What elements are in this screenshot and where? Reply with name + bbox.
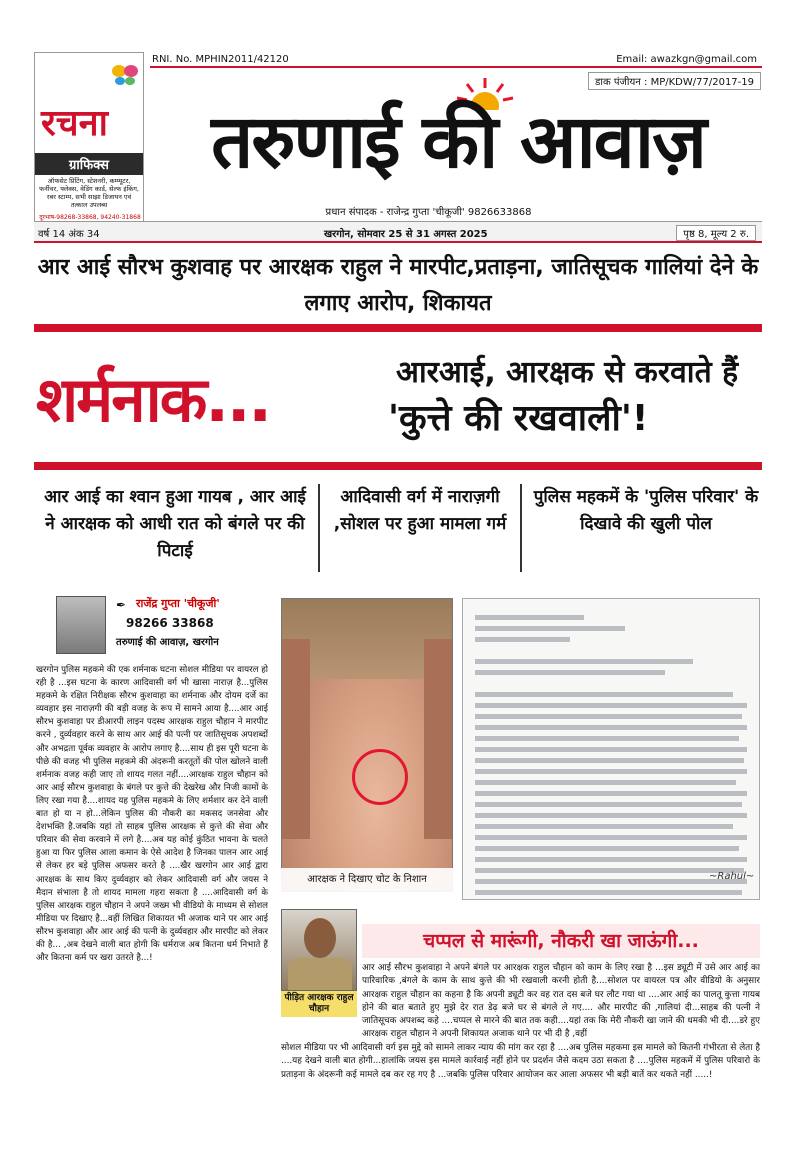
letter-text-line (475, 824, 733, 829)
signature: ~Rahul~ (709, 871, 755, 882)
rni-number: RNI. No. MPHIN2011/42120 (152, 54, 289, 65)
photo-caption: आरक्षक ने दिखाए चोट के निशान (281, 868, 453, 892)
subhead-1: आर आई का श्वान हुआ गायब , आर आई ने आरक्षक को आधी रात को बंगले पर की पिटाई (44, 487, 306, 561)
year-issue: वर्ष 14 अंक 34 (38, 229, 100, 240)
story-right-body-a: आर आई सौरभ कुशवाहा ने अपने बंगले पर आरक्षक राहुल चौहान को काम के लिए रखा है ...इस ड्यूटी में उसे आर आई का पारिवारिक ,बंगले के काम के साथ कुत्ते की भी रखवाली करनी होती है....सोशल पर वायरल पत्र और वीडियो के अनुसार आरक्षक राहुल चौहान का कहना है कि अपनी ड्यूटी कर वह रात दस बजे घर लौट गया था ....आर आई का पालतू कुत्ता गायब होने की बात बताते हुए मुझे देर रात डेढ़ बजे घर से बंगले ले गए.... और मारपीट की ,गालियां दी...साहब की पत्नी ने जातिसूचक अपशब्द कहे ....चप्पल से मारने की बात तक कही....यहां तक कि मेरी नौकरी खा जाने की धमकी भी दी....डरे हुए आरक्षक राहुल चौहान ने अपनी शिकायत अजाक थाने पर भी दी है ,वहीं (362, 963, 760, 1040)
page-price: पृष्ठ 8, मूल्य 2 रु. (676, 225, 756, 241)
headline-top: आर आई सौरभ कुशवाह पर आरक्षक राहुल ने मारपीट,प्रताड़ना, जातिसूचक गालियां देने के लगाए आरोप, शिकायत (37, 255, 759, 316)
headline-chappal: चप्पल से मारूंगी, नौकरी खा जाऊंगी... (362, 924, 760, 958)
letter-text-line (475, 758, 744, 763)
letter-text-line (475, 714, 742, 719)
issue-meta (34, 221, 762, 243)
letter-text-line (475, 890, 742, 895)
editor-line: प्रधान संपादक - राजेन्द्र गुप्ता 'चीकूजी' 9826633868 (325, 207, 532, 218)
injury-photo (281, 598, 453, 892)
story-left-body: खरगोन पुलिस महकमे की एक शर्मनाक घटना सोशल मीडिया पर वायरल हो रही है ...इस घटना के कारण आदिवासी वर्ग भी खासा नाराज़ है...पुलिस महकमे के रक्षित निरीक्षक सौरभ कुशवाहा का शर्मनाक और दोयम दर्जे का व्यवहार इस नाराज़गी की बड़ी वजह के रूप में सामने आया है....आर आई सौरभ कुशवाहा पर डीआरपी लाइन पदस्थ आरक्षक राहुल चौहान ने मारपीट करने , दुर्व्यवहार करने के साथ आर आई की पत्नी पर जातिसूचक अपशब्दों और अभद्रता पूर्वक व्यवहार के आरोप लगाए है....साथ ही इस पूरी घटना के पीछे की वजह भी पुलिस महकमे की अंदरूनी करतूतों की पोल खोलने वाली शर्मनाक वजह कही जाए तो शायद गलत नहीं....आरक्षक राहुल चौहान को आर आई सौरभ कुशवाहा के बंगले पर कुत्ते की देखरेख और निजी कामों के लिए रखा गया है....शायद यह पुलिस महकमे के लिए शर्मशार कर देने वाली बात हो या न हो...लेकिन पुलिस की नौकरी का मकसद जनसेवा और देशभक्ति है.जबकि यहां तो साहब पुलिस आरक्षक से कुत्ते की सेवा और परिवार की सेवा करवाने में लगे है....अब यह कोई कुंठित भावना के चलते हुआ या फिर पुलिस आला कमान के ऐसे आदेश है जिनका पालन आर आई से लेकर हर बड़े पुलिस अफसर करते है ....खैर खरगोन आर आई द्वारा आरक्षक के साथ किए दुर्व्यवहार को लेकर आदिवासी वर्ग और जयस ने मैदान संभाला है तो शायद मामला गहरा सकता है ....आदिवासी वर्ग के पुलिस आरक्षक राहुल चौहान ने अपने जख्म भी वीडियो के माध्यम से सोशल मीडिया पर दिखाए है...वहीं लिखित शिकायत भी अजाक थाने पर आर आई सौरभ कुशवाहा और आर आई की पत्नी के दुर्व्यवहार और मारपीट को लेकर की है... ,अब देखने वाली बात होगी कि धर्मराज अब कितना धर्म निभाते हैं और कितना कर्म पर खरा उतरते है...! (36, 665, 268, 964)
butterfly-icon (111, 63, 139, 87)
author-phone: 98266 33868 (126, 616, 214, 630)
injury-circle (352, 749, 408, 805)
banner-line2: 'कुत्ते की रखवाली'! (388, 398, 649, 439)
letter-text-line (475, 659, 693, 664)
letter-text-line (475, 736, 739, 741)
letter-text-line (475, 670, 665, 675)
subhead-3: पुलिस महकमें के 'पुलिस परिवार' के दिखावे की खुली पोल (533, 487, 759, 534)
letter-text-line (475, 846, 739, 851)
author-photo (56, 596, 106, 654)
letter-text-line (475, 725, 747, 730)
masthead-rule (150, 66, 762, 68)
letter-text-line (475, 857, 747, 862)
subhead-2: आदिवासी वर्ग में नाराज़गी ,सोशल पर हुआ मामला गर्म (333, 487, 507, 534)
email: Email: awazkgn@gmail.com (616, 54, 757, 65)
ad-description: ऑफसेट प्रिंटिंग, स्टेशनरी, कम्प्यूटर, फर्नीचर, फ्लेक्स, वेडिंग कार्ड, सेल्फ इंकिंग, रबर स्टाम्प, सभी साझा डिजायन एवं तत्काल उपलब्ध (39, 177, 139, 209)
author-name: राजेंद्र गुप्ता 'चीकूजी' (136, 597, 220, 610)
complaint-letter-image (462, 598, 760, 900)
letter-text-line (475, 802, 742, 807)
letter-text-line (475, 692, 733, 697)
banner-rule-bottom (34, 462, 762, 470)
ad-brand: रचना (41, 102, 108, 144)
letter-text-line (475, 791, 747, 796)
author-box (46, 596, 268, 656)
pen-icon: ✒ (116, 598, 127, 612)
letter-text-line (475, 626, 625, 631)
dateline: खरगोन, सोमवार 25 से 31 अगस्त 2025 (324, 229, 488, 240)
letter-text-line (475, 780, 736, 785)
banner-line1: आरआई, आरक्षक से करवाते हैं (396, 355, 739, 390)
letter-text-line (475, 879, 747, 884)
story-right-body-b: सोशल मीडिया पर भी आदिवासी वर्ग इस मुद्दे को सामने लाकर न्याय की मांग कर रहा है ....अब पुलिस महकमा इस मामले को कितनी गंभीरता से लेता है ....यह देखने वाली बात होगी...हालांकि जयस इस मामले कार्रवाई नहीं होने पर प्रदर्शन जैसे कदम उठा सकता है ....पुलिस महकमें में पुलिस परिवारो के प्रताड़ना के अंदरूनी कई मामले दब कर रह गए है ...जबकि पुलिस परिवार आयोजन कर आला अफसर भी बड़ी बातें कर थकते नहीं .....! (281, 1043, 760, 1080)
letter-text-line (475, 769, 747, 774)
column-divider (318, 484, 320, 572)
letter-text-line (475, 615, 584, 620)
newspaper-title: तरुणाई की आवाज़ (211, 99, 705, 185)
banner-rule-top (34, 324, 762, 332)
column-divider (520, 484, 522, 572)
letter-text-line (475, 835, 747, 840)
letter-text-line (475, 703, 747, 708)
officer-tag: पीड़ित आरक्षक राहुल चौहान (281, 991, 357, 1017)
postal-registration: डाक पंजीयन : MP/KDW/77/2017-19 (588, 72, 761, 90)
banner-shame: शर्मनाक... (36, 363, 270, 436)
officer-photo (281, 909, 357, 991)
ad-sub: ग्राफिक्स (35, 153, 143, 175)
letter-text-line (475, 868, 744, 873)
letter-text-line (475, 813, 747, 818)
author-org: तरुणाई की आवाज़, खरगोन (116, 637, 219, 648)
letter-text-line (475, 637, 570, 642)
letter-text-line (475, 747, 747, 752)
ad-phone: दूरभाष-98268-33868, 94240-31868 (39, 214, 141, 221)
